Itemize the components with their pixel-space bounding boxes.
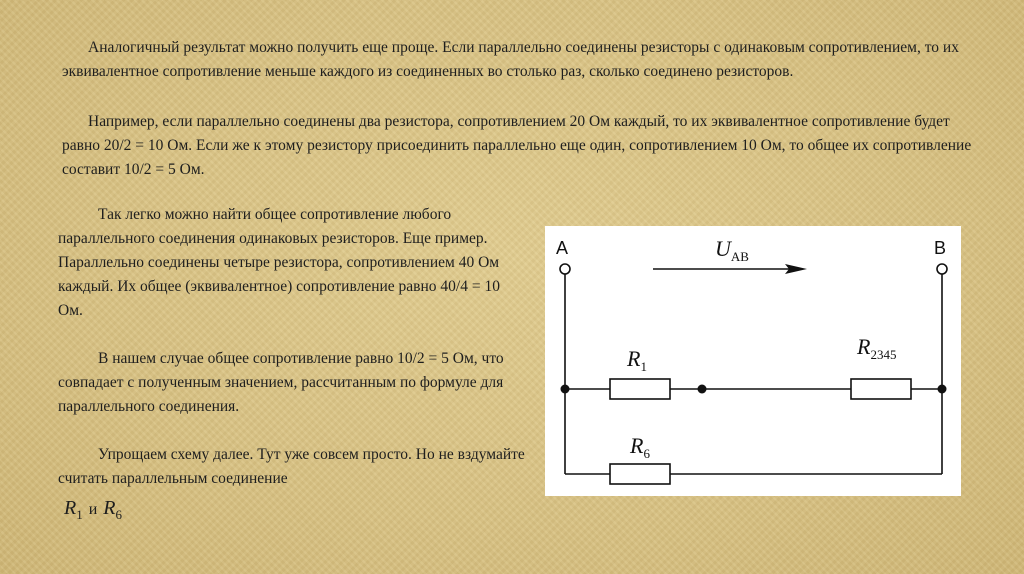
paragraph-simplify: Упрощаем схему далее. Тут уже совсем просто. Но не вздумайте считать параллельным соединение <box>58 446 525 487</box>
paragraph-our-case: В нашем случае общее сопротивление равно 10/2 = 5 Ом, что совпадает с полученным значением, рассчитанным по формуле для параллельного соединения. <box>58 350 504 415</box>
resistor-r2345 <box>851 379 911 399</box>
resistor-formula <box>64 497 122 523</box>
junction-right <box>938 385 947 394</box>
svg-text:UAB <box>715 236 749 264</box>
r6-subscript: 6 <box>115 507 122 522</box>
paragraph-example-40-ohm: Так легко можно найти общее сопротивление любого параллельного соединения одинаковых резисторов. Еще пример. Параллельно соединены четыре резистора, сопротивлением 40 Ом каждый. Их общее (эквивалентное) сопротивление равно 40/4 = 10 Ом. <box>58 206 500 319</box>
circuit-diagram <box>545 226 961 496</box>
r1-subscript: 1 <box>76 507 83 522</box>
r2345-label-subscript: 2345 <box>870 347 897 362</box>
paragraph-example-20-ohm: Например, если параллельно соединены два резистора, сопротивлением 20 Ом каждый, то их эквивалентное сопротивление будет равно 20/2 = 10 Ом. Если же к этому резистору присоединить параллельно еще один, сопротивлением 10 Ом, то общее их сопротивление составит 10/2 = 5 Ом. <box>62 113 972 178</box>
r2345-label-letter: R <box>857 334 871 359</box>
svg-text:R1 <box>626 346 647 374</box>
r1-label-letter: R <box>627 346 641 371</box>
voltage-letter: U <box>715 236 731 261</box>
voltage-subscript: AB <box>730 249 749 264</box>
resistor-r6 <box>610 464 670 484</box>
junction-middle <box>698 385 707 394</box>
r6-label-subscript: 6 <box>643 446 650 461</box>
terminal-a <box>560 264 570 274</box>
r6-label-letter: R <box>630 433 644 458</box>
svg-text:R6 <box>629 433 650 461</box>
paragraph-intro: Аналогичный результат можно получить еще проще. Если параллельно соединены резисторы с одинаковым сопротивлением, то их эквивалентное сопротивление меньше каждого из соединенных во столько раз, сколько соединено резисторов. <box>62 39 959 80</box>
terminal-b <box>937 264 947 274</box>
svg-text:R2345 <box>856 334 896 362</box>
junction-left <box>561 385 570 394</box>
r1-letter: R <box>64 497 77 519</box>
and-word: и <box>88 501 98 518</box>
r6-letter: R <box>103 497 116 519</box>
resistor-r1 <box>610 379 670 399</box>
node-a-label: A <box>556 238 569 258</box>
node-b-label: B <box>934 238 947 258</box>
r1-label-subscript: 1 <box>640 359 647 374</box>
